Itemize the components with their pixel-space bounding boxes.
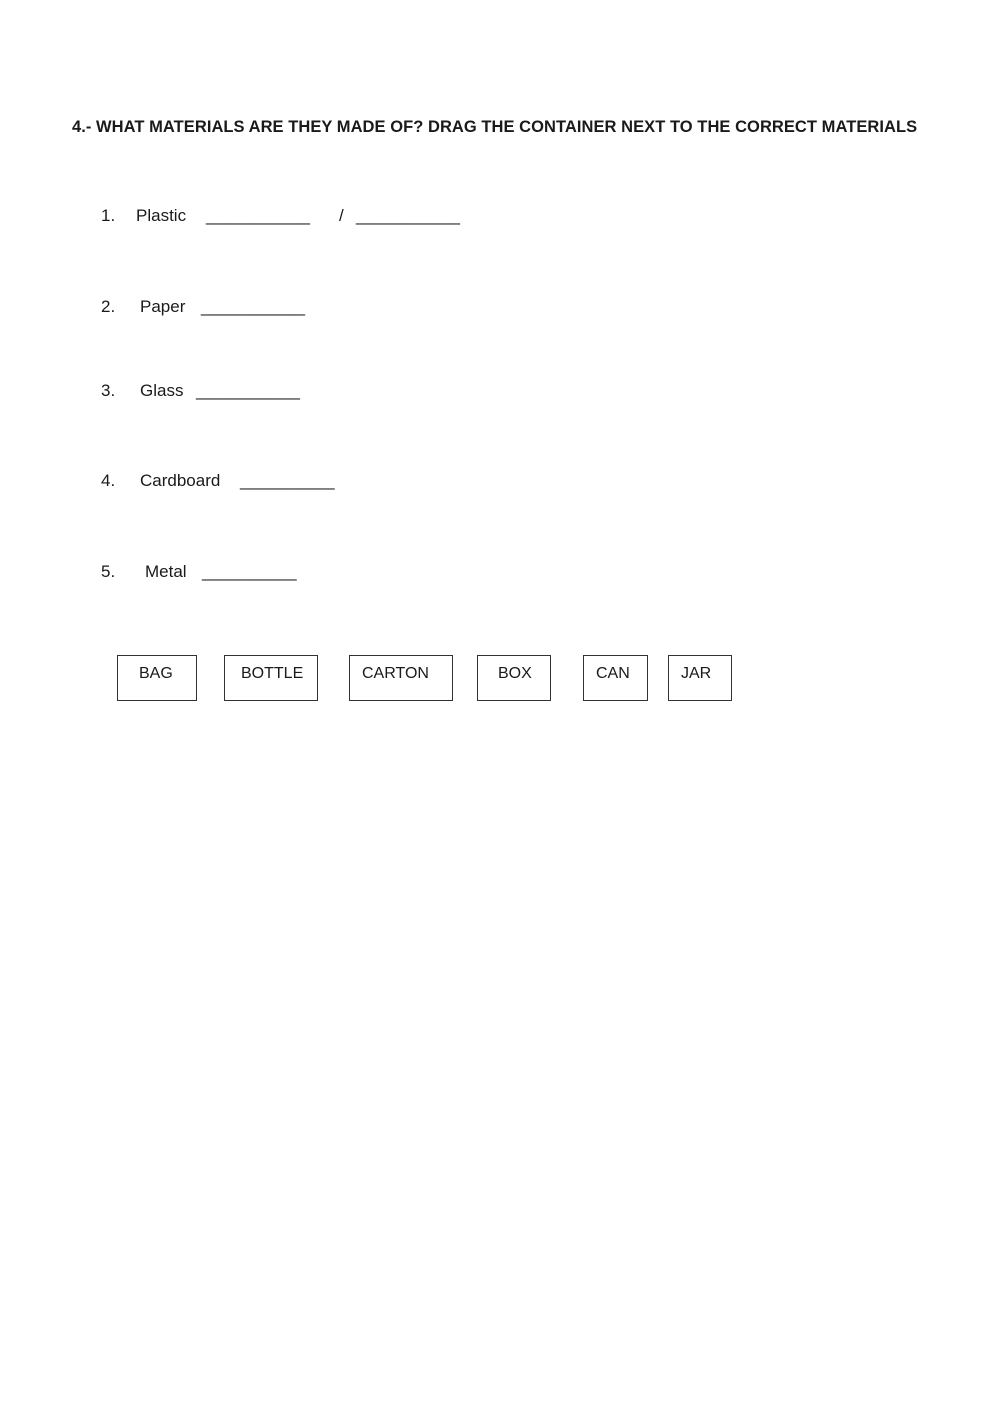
item-label: Cardboard: [140, 471, 221, 490]
container-tile-can[interactable]: [583, 655, 648, 701]
container-tile-box[interactable]: [477, 655, 551, 701]
container-tile-carton[interactable]: [349, 655, 453, 701]
item-label: Paper: [140, 297, 186, 316]
blank-separator: /: [339, 206, 344, 225]
item-number: 5.: [101, 562, 116, 581]
worksheet-title: 4.- WHAT MATERIALS ARE THEY MADE OF? DRAG THE CONTAINER NEXT TO THE CORRECT MATERIALS: [72, 118, 918, 136]
answer-blank[interactable]: ___________: [206, 206, 311, 225]
answer-blank[interactable]: ___________: [201, 297, 306, 316]
answer-blank[interactable]: ___________: [196, 381, 301, 400]
item-plastic: [101, 206, 481, 228]
container-tile-jar[interactable]: [668, 655, 732, 701]
tile-label: BAG: [139, 665, 173, 682]
tile-label: CARTON: [362, 665, 429, 682]
item-number: 3.: [101, 381, 116, 400]
item-cardboard: [101, 471, 401, 493]
item-number: 1.: [101, 206, 116, 225]
item-label: Metal: [145, 562, 187, 581]
item-paper: [101, 297, 401, 319]
item-glass: [101, 381, 401, 403]
item-label: Plastic: [136, 206, 187, 225]
item-number: 2.: [101, 297, 116, 316]
item-metal: [101, 562, 401, 584]
tile-label: CAN: [596, 665, 630, 682]
tile-label: BOTTLE: [241, 665, 304, 682]
tile-label: BOX: [498, 665, 532, 682]
tile-label: JAR: [681, 665, 712, 682]
answer-blank[interactable]: __________: [202, 562, 297, 581]
container-tile-bag[interactable]: [117, 655, 197, 701]
answer-blank[interactable]: __________: [240, 471, 335, 490]
container-tile-bottle[interactable]: [224, 655, 318, 701]
item-label: Glass: [140, 381, 184, 400]
item-number: 4.: [101, 471, 116, 490]
answer-blank[interactable]: ___________: [356, 206, 461, 225]
